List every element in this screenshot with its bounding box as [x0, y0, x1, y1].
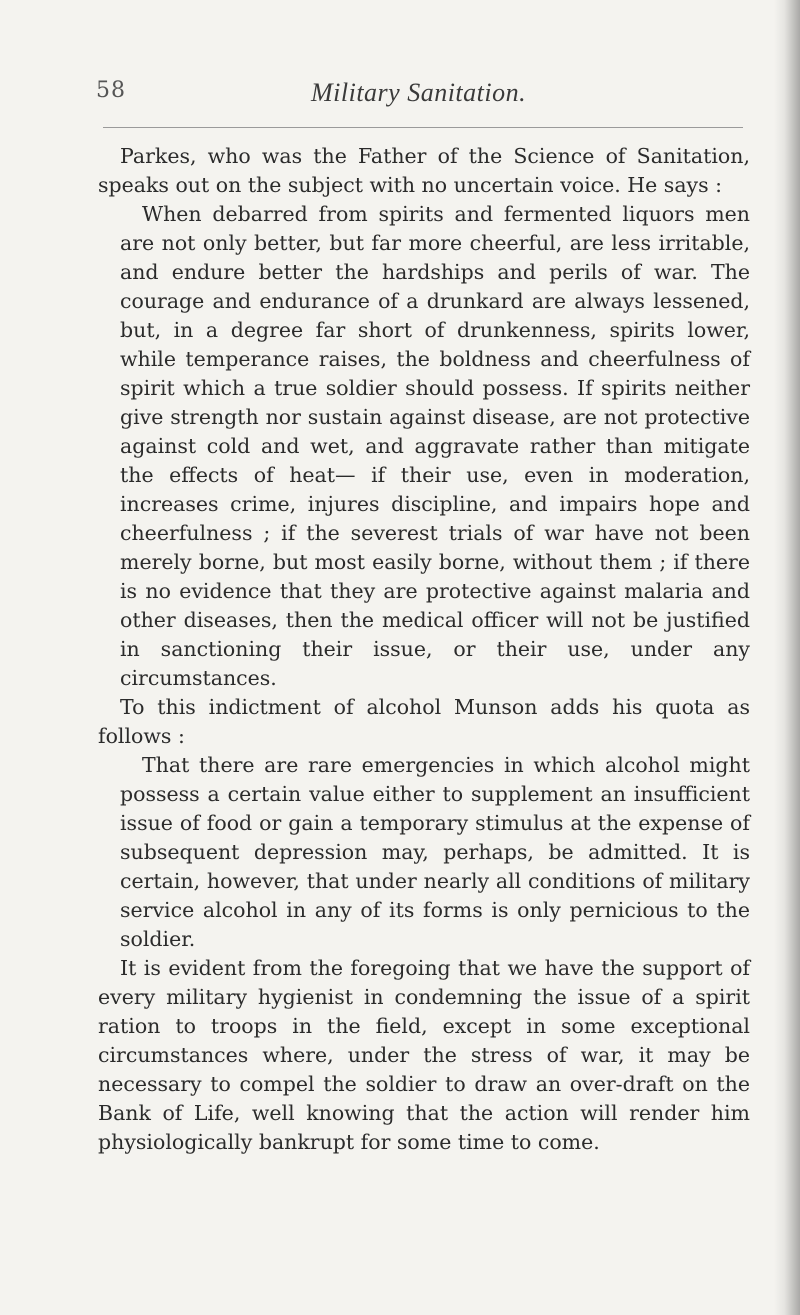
page-number: 58 — [96, 78, 126, 103]
quote-munson: That there are rare emergencies in which alcohol might possess a certain value either to supplement an insufficient issue of food or gain a temporary stimulus at the expense of subsequent depression may, perhaps, be admitted. It is certain, however, that under nearly all conditions of military service alcohol in any of its forms is only pernicious to the soldier. — [120, 753, 750, 951]
running-title: Military Sanitation. — [311, 78, 527, 107]
paragraph-munson-intro: To this indictment of alcohol Munson adds his quota as follows : — [98, 695, 750, 748]
page-edge-shadow — [774, 0, 800, 1315]
paragraph-parkes-intro: Parkes, who was the Father of the Science of Sanitation, speaks out on the subject with no uncertain voice. He says : — [98, 144, 750, 197]
page-header — [96, 78, 746, 118]
quote-parkes: When debarred from spirits and fermented liquors men are not only better, but far more cheerful, are less irritable, and endure better the hardships and perils of war. The courage and endurance of a drunkard are always lessened, but, in a degree far short of drunkenness, spirits lower, while temperance raises, the boldness and cheerfulness of spirit which a true soldier should possess. If spirits neither give strength nor sustain against disease, are not protective against cold and wet, and aggravate rather than mitigate the effects of heat— if their use, even in moderation, increases crime, injures discipline, and impairs hope and cheerfulness ; if the severest trials of war have not been merely borne, but most easily borne, without them ; if there is no evidence that they are protective against malaria and other diseases, then the medical officer will not be justified in sanctioning their issue, or their use, under any circumstances. — [120, 202, 750, 690]
body-text — [98, 142, 750, 1157]
header-rule — [103, 127, 743, 128]
paragraph-conclusion: It is evident from the foregoing that we have the support of every military hygienist in condemning the issue of a spirit ration to troops in the field, except in some exceptional circumstances where, under the stress of war, it may be necessary to compel the soldier to draw an over-draft on the Bank of Life, well knowing that the action will render him physiologically bankrupt for some time to come. — [98, 956, 750, 1154]
